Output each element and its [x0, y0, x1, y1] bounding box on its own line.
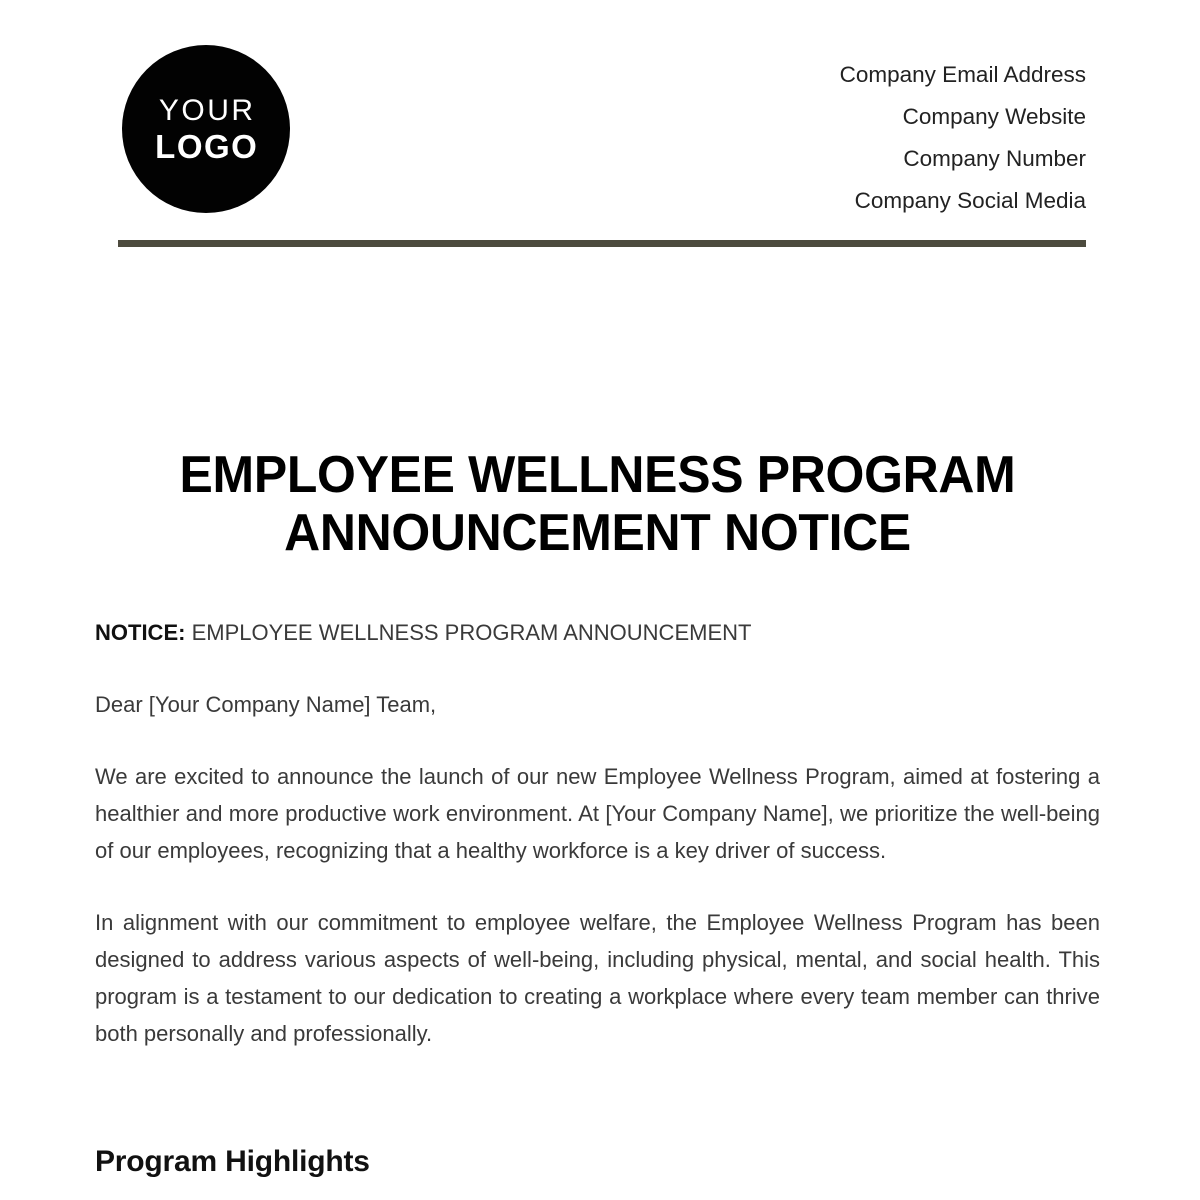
company-contact-block	[840, 54, 1086, 222]
notice-subject-text: EMPLOYEE WELLNESS PROGRAM ANNOUNCEMENT	[185, 620, 752, 645]
section-heading-program-highlights: Program Highlights	[95, 1144, 370, 1178]
salutation-line: Dear [Your Company Name] Team,	[95, 692, 437, 717]
contact-website: Company Website	[902, 104, 1086, 129]
document-body	[95, 592, 1100, 1052]
contact-number: Company Number	[903, 146, 1086, 171]
logo-text-your: YOUR	[158, 93, 256, 127]
body-paragraph-2: In alignment with our commitment to employee welfare, the Employee Wellness Program has been designed to address various aspects of well-being, including physical, mental, and social health. This program is a testament to our dedication to creating a workplace where every team member can thrive both personally and professionally.	[95, 910, 1100, 1046]
page-title: EMPLOYEE WELLNESS PROGRAM ANNOUNCEMENT NOTICE	[179, 445, 1016, 562]
contact-email-address: Company Email Address	[839, 62, 1086, 87]
company-logo	[122, 45, 290, 213]
logo-text-logo: LOGO	[155, 127, 259, 165]
document-header	[122, 45, 1086, 215]
notice-label: NOTICE:	[95, 620, 186, 645]
contact-social-media: Company Social Media	[854, 188, 1086, 213]
notice-subject-line	[95, 614, 1100, 651]
body-paragraph-1: We are excited to announce the launch of our new Employee Wellness Program, aimed at fostering a healthier and more productive work environment. At [Your Company Name], we prioritize the well-being of our employees, recognizing that a healthy workforce is a key driver of success.	[95, 764, 1100, 863]
header-divider-rule	[118, 240, 1086, 247]
